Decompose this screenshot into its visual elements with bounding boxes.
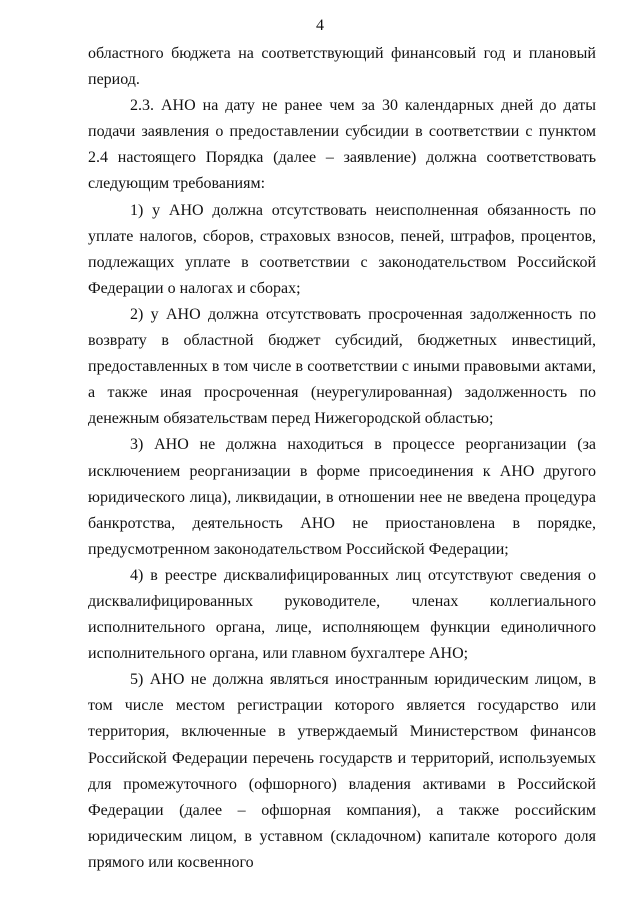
paragraph-item-3: 3) АНО не должна находиться в процессе реорганизации (за исключением реорганизации в форме присоединения к АНО другого юридического лица), ликвидации, в отношении нее не введена процедура банкротства, деятельность АНО не приостановлена в порядке, предусмотренном законодательством Российской Федерации; — [88, 436, 596, 558]
document-body — [88, 41, 596, 876]
page-number: 4 — [316, 17, 324, 34]
paragraph-continuation: областного бюджета на соответствующий финансовый год и плановый период. — [88, 45, 596, 89]
paragraph-item-2: 2) у АНО должна отсутствовать просроченная задолженность по возврату в областной бюджет субсидий, бюджетных инвестиций, предоставленных в том числе в соответствии с иными правовыми актами, а также иная просроченная (неурегулированная) задолженность по денежным обязательствам перед Нижегородской областью; — [88, 305, 596, 428]
paragraph-item-5: 5) АНО не должна являться иностранным юридическим лицом, в том числе местом регистрации которого является государство или территория, включенные в утверждаемый Министерством финансов Российской Федерации перечень государств и территорий, используемых для промежуточного (офшорного) владения активами в Российской Федерации (далее – офшорная компания), а также российским юридическим лицом, в уставном (складочном) капитале которого доля прямого или косвенного — [88, 671, 596, 871]
paragraph-item-4: 4) в реестре дисквалифицированных лиц отсутствуют сведения о дисквалифицированных руководителе, членах коллегиального исполнительного органа, лице, исполняющем функции единоличного исполнительного органа, или главном бухгалтере АНО; — [88, 566, 596, 663]
paragraph-2-3: 2.3. АНО на дату не ранее чем за 30 календарных дней до даты подачи заявления о предоставлении субсидии в соответствии с пунктом 2.4 настоящего Порядка (далее – заявление) должна соответствовать следующим требованиям: — [88, 97, 596, 193]
paragraph-item-1: 1) у АНО должна отсутствовать неисполненная обязанность по уплате налогов, сборов, страховых взносов, пеней, штрафов, процентов, подлежащих уплате в соответствии с законодательством Российской Федерации о налогах и сборах; — [88, 201, 596, 297]
